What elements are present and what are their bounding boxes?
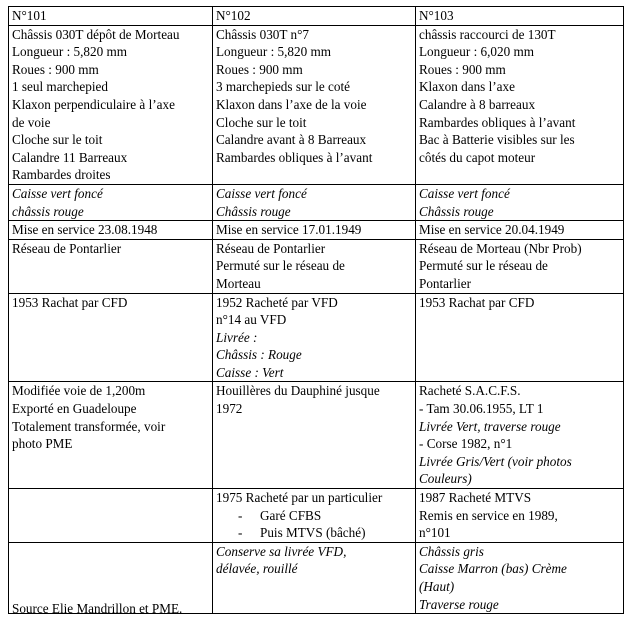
cell-line: Caisse vert foncé	[419, 185, 510, 201]
cell-line: Réseau de Morteau (Nbr Prob)	[419, 240, 582, 256]
cell-line: Caisse vert foncé	[216, 185, 307, 201]
cell-line: 1 seul marchepied	[12, 79, 108, 95]
list-item	[216, 507, 412, 525]
cell-line: Roues : 900 mm	[216, 61, 303, 77]
cell-final-102	[213, 542, 416, 613]
cell-line: Châssis gris	[419, 543, 484, 559]
cell-rachat-103	[416, 293, 624, 382]
cell-line: Conserve sa livrée VFD,	[216, 543, 347, 559]
cell-mise-en-service-102	[213, 221, 416, 240]
cell-line: Livrée Gris/Vert (voir photos	[419, 453, 572, 469]
cell-particulier-102	[213, 489, 416, 543]
cell-line: Pontarlier	[419, 275, 472, 291]
source-caption: Source Elie Mandrillon et PME.	[12, 601, 183, 616]
cell-line: Longueur : 5,820 mm	[216, 44, 332, 60]
cell-line: Klaxon dans l’axe	[419, 79, 515, 95]
cell-line: Modifiée voie de 1,200m	[12, 383, 146, 399]
cell-line: Réseau de Pontarlier	[216, 240, 326, 256]
cell-line: Longueur : 5,820 mm	[12, 44, 128, 60]
cell-line: châssis rouge	[12, 203, 84, 219]
cell-devenir-102	[213, 382, 416, 489]
cell-line: Morteau	[216, 275, 261, 291]
cell-particulier-101	[9, 489, 213, 543]
cell-final-103	[416, 542, 624, 613]
cell-line: 1987 Racheté MTVS	[419, 490, 532, 506]
cell-line: Calandre avant à 8 Barreaux	[216, 132, 367, 148]
cell-line: Houillères du Dauphiné jusque	[216, 383, 380, 399]
cell-reseau-102	[213, 239, 416, 293]
cell-line: Cloche sur le toit	[12, 132, 103, 148]
cell-line: Klaxon perpendiculaire à l’axe	[12, 96, 175, 112]
cell-line: côtés du capot moteur	[419, 149, 536, 165]
cell-line: de voie	[12, 114, 51, 130]
cell-line: Caisse vert foncé	[12, 185, 103, 201]
table-row-reseau	[9, 239, 624, 293]
cell-line: Châssis rouge	[216, 203, 291, 219]
header-cell: N°102	[213, 7, 416, 26]
cell-line: n°101	[419, 525, 451, 541]
cell-line: 1972	[216, 401, 243, 417]
cell-line: Châssis 030T n°7	[216, 26, 309, 42]
header-cell: N°101	[9, 7, 213, 26]
cell-line: Mise en service 17.01.1949	[216, 222, 362, 238]
table-row-rachat	[9, 293, 624, 382]
cell-rachat-102	[213, 293, 416, 382]
cell-mise-en-service-101	[9, 221, 213, 240]
cell-line: Rambardes obliques à l’avant	[419, 114, 576, 130]
cell-line: Roues : 900 mm	[12, 61, 99, 77]
dash-bullet: -	[238, 507, 243, 523]
cell-livree-102	[213, 184, 416, 220]
cell-line: Roues : 900 mm	[419, 61, 506, 77]
list-item-label: Garé CFBS	[260, 507, 322, 523]
cell-line: (Haut)	[419, 579, 455, 594]
cell-line: photo PME	[12, 436, 73, 452]
cell-line: 1953 Rachat par CFD	[419, 294, 535, 310]
cell-line: Cloche sur le toit	[216, 114, 307, 130]
cell-line: Traverse rouge	[419, 596, 499, 612]
livree-chassis: Châssis : Rouge	[216, 347, 302, 363]
cell-line: Calandre à 8 barreaux	[419, 96, 536, 112]
cell-line: - Tam 30.06.1955, LT 1	[419, 401, 544, 417]
cell-reseau-103	[416, 239, 624, 293]
cell-line: Réseau de Pontarlier	[12, 240, 122, 256]
livree-caisse: Caisse : Vert	[216, 364, 284, 380]
cell-line: Caisse Marron (bas) Crème	[419, 561, 567, 577]
cell-line: 1953 Rachat par CFD	[12, 294, 128, 310]
cell-particulier-103	[416, 489, 624, 543]
locomotive-comparison-table	[8, 6, 624, 614]
cell-line: Exporté en Guadeloupe	[12, 401, 137, 417]
cell-line: Bac à Batterie visibles sur les	[419, 132, 575, 148]
cell-line: Mise en service 20.04.1949	[419, 222, 565, 238]
header-cell: N°103	[416, 7, 624, 26]
table-row-mise-en-service	[9, 221, 624, 240]
cell-line: - Corse 1982, n°1	[419, 436, 513, 452]
cell-line: délavée, rouillé	[216, 561, 298, 577]
cell-line: Klaxon dans l’axe de la voie	[216, 96, 367, 112]
livree-label: Livrée :	[216, 329, 258, 345]
cell-line: Couleurs)	[419, 471, 472, 487]
cell-line: Totalement transformée, voir	[12, 418, 166, 434]
cell-line: Rambardes obliques à l’avant	[216, 149, 373, 165]
cell-line: Racheté S.A.C.F.S.	[419, 383, 521, 399]
cell-chassis-101	[9, 25, 213, 184]
cell-rachat-101	[9, 293, 213, 382]
table-row-chassis	[9, 25, 624, 184]
cell-line: Rambardes droites	[12, 167, 111, 183]
cell-chassis-102	[213, 25, 416, 184]
list-item-label: Puis MTVS (bâché)	[260, 525, 366, 541]
table-row-particulier	[9, 489, 624, 543]
cell-line: Mise en service 23.08.1948	[12, 222, 158, 238]
cell-line: 1952 Racheté par VFD	[216, 294, 338, 310]
list-item	[216, 524, 412, 542]
cell-devenir-103	[416, 382, 624, 489]
cell-line: Longueur : 6,020 mm	[419, 44, 535, 60]
table-row-livree	[9, 184, 624, 220]
dash-bullet: -	[238, 525, 243, 541]
cell-line: Remis en service en 1989,	[419, 507, 558, 523]
cell-livree-103	[416, 184, 624, 220]
cell-line: Livrée Vert, traverse rouge	[419, 418, 561, 434]
cell-line: Permuté sur le réseau de	[419, 258, 548, 274]
cell-reseau-101	[9, 239, 213, 293]
table-row-devenir	[9, 382, 624, 489]
cell-line: Calandre 11 Barreaux	[12, 149, 128, 165]
cell-line: n°14 au VFD	[216, 312, 287, 328]
cell-line: châssis raccourci de 130T	[419, 26, 556, 42]
cell-livree-101	[9, 184, 213, 220]
cell-line: Châssis rouge	[419, 203, 494, 219]
table-header-row	[9, 7, 624, 26]
cell-mise-en-service-103	[416, 221, 624, 240]
cell-chassis-103	[416, 25, 624, 184]
cell-line: Châssis 030T dépôt de Morteau	[12, 26, 180, 42]
cell-line: Permuté sur le réseau de	[216, 258, 345, 274]
cell-line: 1975 Racheté par un particulier	[216, 490, 383, 506]
cell-line: 3 marchepieds sur le coté	[216, 79, 351, 95]
cell-devenir-101	[9, 382, 213, 489]
